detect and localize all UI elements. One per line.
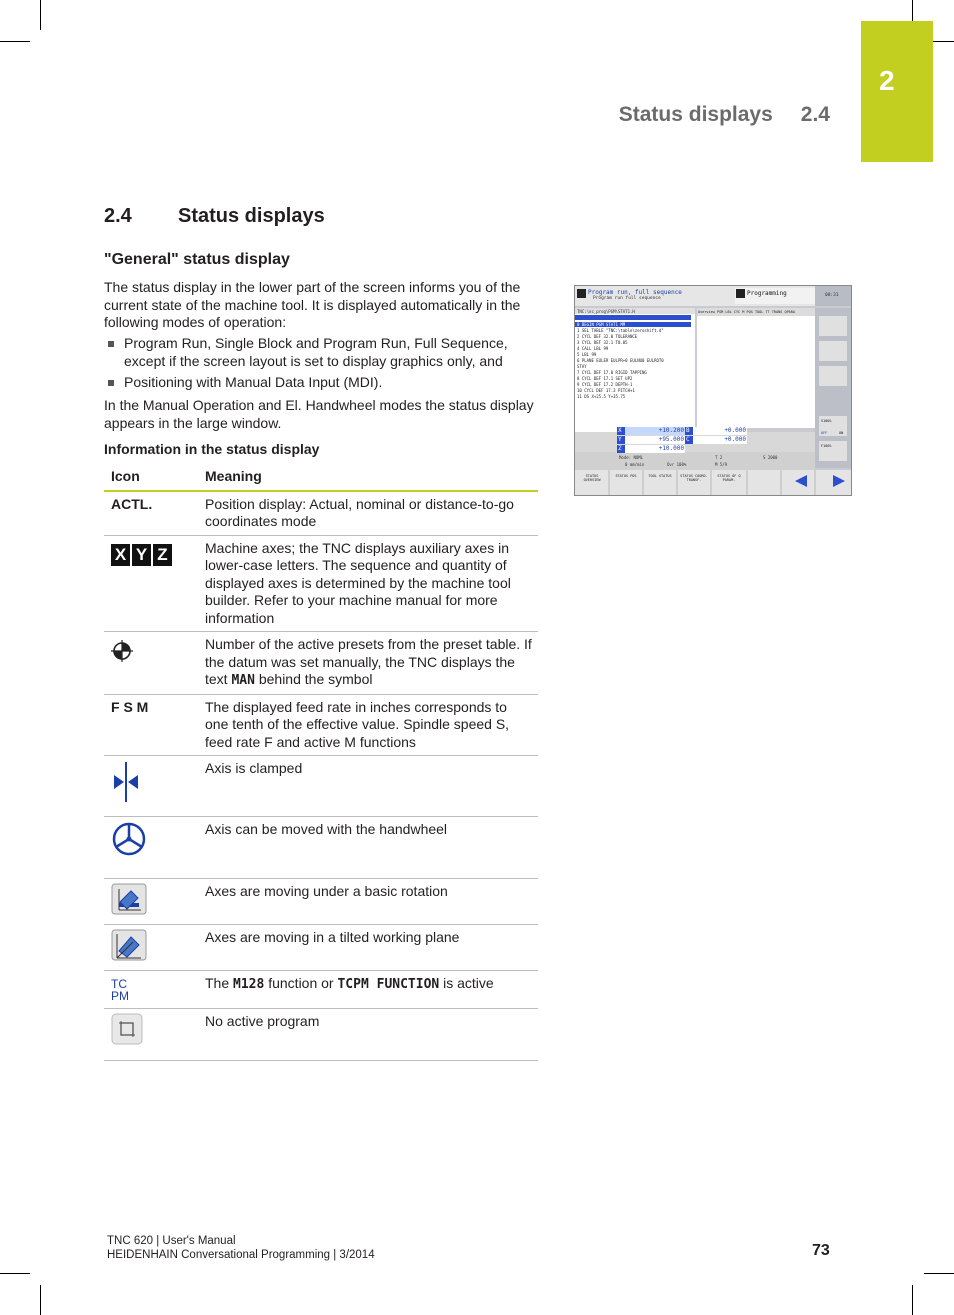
crop-mark — [0, 1273, 30, 1274]
softkey-status-overview[interactable]: STATUS OVERVIEW — [583, 474, 601, 482]
table-row — [104, 491, 538, 536]
tab-pos[interactable]: POS — [746, 310, 753, 314]
handwheel-icon — [104, 817, 198, 879]
tab-tool[interactable]: TOOL — [754, 310, 764, 314]
tab-trans[interactable]: TRANS — [771, 310, 783, 314]
tilted-plane-icon — [104, 925, 198, 971]
mode-list — [104, 335, 544, 396]
section-number: 2.4 — [104, 205, 132, 227]
table-row — [104, 970, 538, 1008]
axis-clamped-icon — [104, 756, 198, 817]
table-row — [104, 694, 538, 756]
list-item: Positioning with Manual Data Input (MDI). — [104, 374, 544, 392]
table-row — [104, 1008, 538, 1060]
tnc-screenshot — [574, 285, 852, 496]
screenshot-f100: F100% — [821, 444, 832, 448]
crop-mark — [924, 1273, 954, 1274]
screenshot-mode-title: Program run, full sequence — [588, 289, 682, 296]
screenshot-mode-subtitle: Program run full sequence — [593, 296, 661, 301]
screenshot-ovr-line: Ovr 100% — [667, 462, 687, 467]
tab-overview[interactable]: Overview — [698, 310, 715, 314]
meaning-cell: No active program — [198, 1008, 538, 1060]
screenshot-file-path: TNC:\nc_prog\PGM\STAT1.H — [577, 309, 635, 314]
running-header-number: 2.4 — [800, 103, 830, 126]
tab-cyc[interactable]: CYC — [733, 310, 741, 314]
preset-icon — [104, 632, 198, 695]
table-row — [104, 632, 538, 695]
icon-actl: ACTL. — [104, 491, 198, 536]
table-row — [104, 879, 538, 925]
table-header-row — [104, 463, 538, 491]
crop-mark — [40, 1285, 41, 1315]
softkey-status-pos[interactable]: STATUS POS — [615, 474, 637, 478]
softkey-coord-transf[interactable]: STATUS COORD. TRANSF. — [680, 474, 708, 482]
meaning-cell: The M128 function or TCPM FUNCTION is active — [198, 970, 538, 1008]
basic-rotation-icon — [104, 879, 198, 925]
tab-tt[interactable]: TT — [765, 310, 770, 314]
footer-line2: HEIDENHAIN Conversational Programming | 3/2014 — [107, 1249, 375, 1261]
meaning-cell: Axes are moving under a basic rotation — [198, 879, 538, 925]
screenshot-s-line: S 2000 — [763, 455, 778, 460]
running-header-title: Status displays — [618, 103, 773, 126]
tab-pgm[interactable]: PGM — [716, 310, 724, 314]
meaning-cell: Machine axes; the TNC displays auxiliary axes in lower-case letters. The sequence and quantity of displayed axes is determined by the machine tool builder. Refer to your machine manual for more information — [198, 535, 538, 632]
meaning-cell: Number of the active presets from the preset table. If the datum was set manually, the TNC displays the text MAN behind the symbol — [198, 632, 538, 695]
chapter-tab: 2 — [861, 21, 933, 162]
list-item: Program Run, Single Block and Program Run, Full Sequence, except if the screen layout is set to display graphics only, and — [104, 335, 544, 370]
screenshot-pos-z: Z +10.000 — [618, 445, 684, 452]
manual-note: In the Manual Operation and El. Handwheel modes the status display appears in the large window. — [104, 397, 534, 431]
section-heading — [104, 205, 325, 228]
table-row — [104, 925, 538, 971]
footer-line1: TNC 620 | User's Manual — [107, 1235, 236, 1247]
tab-qpara[interactable]: QPARA — [784, 310, 796, 314]
subsection-heading: "General" status display — [104, 251, 290, 268]
column-header-meaning: Meaning — [205, 468, 262, 484]
meaning-cell: Axis can be moved with the handwheel — [198, 817, 538, 879]
screenshot-program-listing: 0 BEGIN PGM STAT1 MM 1 SEL TABLE "TNC:\table\zeroshift.d" 2 CYCL DEF 32.0 TOLERANCE 3 CYCL DEF 32.1 T0.05 4 CALL LBL 99 5 LBL 99 6 PLANE EULER EULPR+0 EULNU0 EULROT0 STAY 7 CYCL DEF 17.0 RIGID TAPPING 8 CYCL DEF 17.1 SET UP2 9 CYCL DEF 17.2 DEPTH-1 10 CYCL DEF 17.3 PITCH+1 11 DS X+25.5 Y+35.75 — [577, 322, 664, 399]
softkey-tool-status[interactable]: TOOL STATUS — [648, 474, 672, 478]
screenshot-pos-x: X +10.200 — [618, 427, 684, 434]
crop-mark — [40, 0, 41, 30]
tab-m[interactable]: M — [742, 310, 745, 314]
table-heading: Information in the status display — [104, 441, 320, 457]
screenshot-feed-line: 0 mm/min — [625, 462, 645, 467]
screenshot-mode-line: Mode: NOML — [619, 455, 644, 460]
meaning-cell: Position display: Actual, nominal or distance-to-go coordinates mode — [198, 491, 538, 536]
meaning-cell: The displayed feed rate in inches corresponds to one tenth of the effective value. Spindle speed S, feed rate F and active M functions — [198, 694, 538, 756]
page-number: 73 — [812, 1242, 830, 1259]
screenshot-tool-line: T 2 — [715, 455, 723, 460]
screenshot-pos-c: C +0.000 — [686, 436, 746, 443]
status-info-table — [104, 463, 538, 1061]
screenshot-s100: S100% — [821, 419, 832, 423]
tab-lbl[interactable]: LBL — [725, 310, 732, 314]
xyz-axes-icon: X Y Z — [104, 535, 198, 632]
section-title: Status displays — [178, 205, 325, 227]
column-header-icon: Icon — [111, 468, 140, 484]
footer — [107, 1234, 375, 1262]
table-row — [104, 535, 538, 632]
running-header — [619, 103, 830, 127]
table-row — [104, 817, 538, 879]
intro-paragraph: The status display in the lower part of the screen informs you of the current state of the machine tool. It is displayed automatically in the following modes of operation: — [104, 279, 521, 330]
tcpm-icon: TC PM — [104, 970, 198, 1008]
no-program-icon — [104, 1008, 198, 1060]
crop-mark — [912, 1285, 913, 1315]
screenshot-status-tabs — [698, 310, 795, 314]
screenshot-off: OFF — [821, 431, 828, 435]
crop-mark — [0, 41, 30, 42]
screenshot-programming-label: Programming — [747, 290, 787, 297]
screenshot-m-line: M 5/9 — [715, 462, 728, 467]
screenshot-time: 08:31 — [825, 293, 839, 298]
screenshot-pos-y: Y +95.000 — [618, 436, 684, 443]
meaning-cell: Axis is clamped — [198, 756, 538, 817]
table-row — [104, 756, 538, 817]
screenshot-pos-b: B +0.000 — [686, 427, 746, 434]
screenshot-on: ON — [839, 431, 844, 435]
meaning-cell: Axes are moving in a tilted working plane — [198, 925, 538, 971]
softkey-q-param[interactable]: STATUS OF Q PARAM. — [717, 474, 741, 482]
fsm-icon: F S M — [104, 694, 198, 756]
